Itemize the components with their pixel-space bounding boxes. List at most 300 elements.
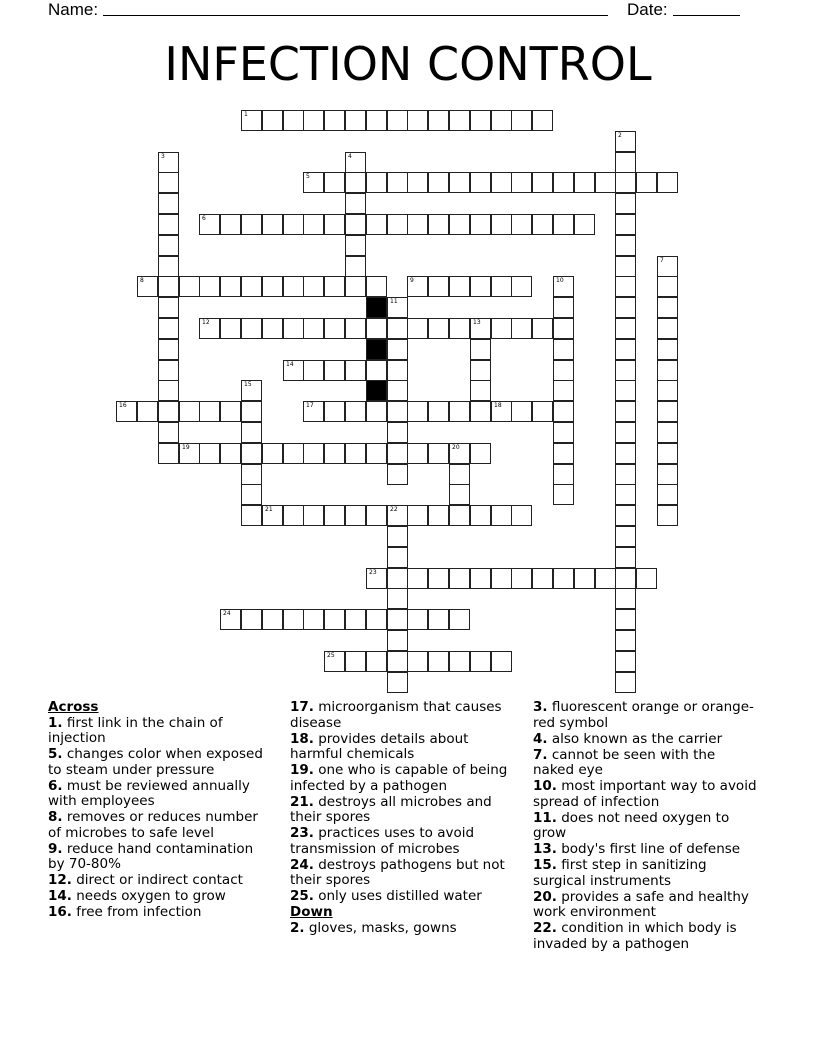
grid-cell[interactable]: [366, 318, 387, 339]
clue-number: 20: [452, 444, 460, 451]
grid-cell[interactable]: [303, 360, 324, 381]
grid-cell[interactable]: [387, 568, 408, 589]
grid-cell[interactable]: [532, 568, 553, 589]
grid-cell[interactable]: [241, 214, 262, 235]
grid-cell[interactable]: [158, 235, 179, 256]
grid-cell[interactable]: [262, 443, 283, 464]
clue-item-number: 21.: [290, 793, 314, 810]
grid-cell[interactable]: [657, 443, 678, 464]
clue-item: [290, 732, 515, 763]
grid-cell[interactable]: [324, 651, 345, 672]
grid-cell[interactable]: [387, 588, 408, 609]
grid-cell[interactable]: [657, 380, 678, 401]
grid-cell[interactable]: [470, 339, 491, 360]
grid-cell[interactable]: [220, 443, 241, 464]
grid-cell[interactable]: [636, 172, 657, 193]
grid-cell[interactable]: [158, 172, 179, 193]
clue-item-text: practices uses to avoid transmission of microbes: [290, 825, 475, 857]
grid-cell[interactable]: [324, 505, 345, 526]
grid-cell[interactable]: [407, 443, 428, 464]
grid-cell[interactable]: [615, 630, 636, 651]
grid-cell[interactable]: [179, 401, 200, 422]
grid-cell[interactable]: [324, 443, 345, 464]
grid-cell[interactable]: [179, 443, 200, 464]
grid-cell[interactable]: [615, 443, 636, 464]
grid-cell[interactable]: [345, 214, 366, 235]
grid-cell[interactable]: [220, 214, 241, 235]
clue-number: 22: [390, 506, 398, 513]
grid-cell[interactable]: [449, 484, 470, 505]
grid-cell[interactable]: [345, 505, 366, 526]
grid-cell[interactable]: [407, 172, 428, 193]
grid-cell[interactable]: [324, 318, 345, 339]
grid-cell[interactable]: [241, 318, 262, 339]
grid-cell[interactable]: [345, 235, 366, 256]
down-heading: Down: [290, 904, 333, 920]
grid-cell[interactable]: [615, 235, 636, 256]
grid-cell[interactable]: [449, 318, 470, 339]
grid-cell[interactable]: [283, 609, 304, 630]
grid-cell[interactable]: [491, 568, 512, 589]
grid-cell[interactable]: [241, 443, 262, 464]
grid-cell[interactable]: [324, 401, 345, 422]
grid-cell[interactable]: [387, 380, 408, 401]
grid-cell[interactable]: [303, 214, 324, 235]
grid-cell[interactable]: [262, 318, 283, 339]
grid-cell[interactable]: [158, 380, 179, 401]
grid-cell[interactable]: [470, 276, 491, 297]
grid-cell[interactable]: [657, 401, 678, 422]
clue-number: 21: [265, 506, 273, 513]
grid-cell[interactable]: [387, 401, 408, 422]
clue-item: [48, 905, 270, 921]
grid-cell[interactable]: [387, 110, 408, 131]
grid-cell[interactable]: [407, 276, 428, 297]
grid-cell[interactable]: [345, 152, 366, 173]
grid-cell[interactable]: [428, 651, 449, 672]
grid-cell[interactable]: [345, 651, 366, 672]
grid-cell[interactable]: [387, 339, 408, 360]
grid-cell[interactable]: [158, 152, 179, 173]
grid-cell[interactable]: [553, 172, 574, 193]
grid-cell[interactable]: [615, 214, 636, 235]
grid-cell[interactable]: [428, 110, 449, 131]
grid-cell[interactable]: [615, 318, 636, 339]
grid-cell[interactable]: [532, 318, 553, 339]
grid-cell[interactable]: [137, 276, 158, 297]
clue-item-text: direct or indirect contact: [71, 872, 243, 888]
grid-cell[interactable]: [366, 276, 387, 297]
grid-cell[interactable]: [470, 443, 491, 464]
grid-cell[interactable]: [449, 505, 470, 526]
grid-cell[interactable]: [158, 360, 179, 381]
clue-number: 3: [161, 153, 165, 160]
grid-cell[interactable]: [366, 651, 387, 672]
grid-cell[interactable]: [657, 276, 678, 297]
grid-cell[interactable]: [532, 110, 553, 131]
grid-cell[interactable]: [179, 276, 200, 297]
grid-cell[interactable]: [615, 651, 636, 672]
grid-cell[interactable]: [387, 464, 408, 485]
clue-item: [48, 716, 270, 747]
grid-cell[interactable]: [324, 172, 345, 193]
grid-cell[interactable]: [615, 297, 636, 318]
grid-cell[interactable]: [553, 443, 574, 464]
grid-cell[interactable]: [387, 318, 408, 339]
grid-cell[interactable]: [449, 651, 470, 672]
grid-cell[interactable]: [324, 360, 345, 381]
grid-cell[interactable]: [615, 422, 636, 443]
clue-item-number: 5.: [48, 746, 63, 762]
grid-cell[interactable]: [324, 609, 345, 630]
grid-cell[interactable]: [449, 172, 470, 193]
grid-cell[interactable]: [283, 443, 304, 464]
grid-cell[interactable]: [303, 172, 324, 193]
black-cell: [366, 297, 387, 318]
grid-cell[interactable]: [615, 672, 636, 693]
grid-cell[interactable]: [428, 214, 449, 235]
grid-cell[interactable]: [241, 110, 262, 131]
clue-item: [290, 795, 515, 826]
grid-cell[interactable]: [615, 464, 636, 485]
grid-cell[interactable]: [324, 214, 345, 235]
clue-item-number: 12.: [48, 872, 72, 888]
grid-cell[interactable]: [428, 276, 449, 297]
grid-cell[interactable]: [470, 380, 491, 401]
clue-item-text: reduce hand contamination by 70-80%: [48, 840, 254, 872]
grid-cell[interactable]: [553, 297, 574, 318]
grid-cell[interactable]: [199, 443, 220, 464]
grid-cell[interactable]: [553, 568, 574, 589]
clue-item-number: 2.: [290, 919, 305, 936]
grid-cell[interactable]: [220, 401, 241, 422]
grid-cell[interactable]: [657, 318, 678, 339]
grid-cell[interactable]: [553, 422, 574, 443]
grid-cell[interactable]: [137, 401, 158, 422]
grid-cell[interactable]: [511, 110, 532, 131]
grid-cell[interactable]: [615, 484, 636, 505]
grid-cell[interactable]: [199, 276, 220, 297]
grid-cell[interactable]: [345, 318, 366, 339]
grid-cell[interactable]: [158, 214, 179, 235]
grid-cell[interactable]: [158, 297, 179, 318]
grid-cell[interactable]: [303, 609, 324, 630]
grid-cell[interactable]: [283, 214, 304, 235]
grid-cell[interactable]: [283, 110, 304, 131]
grid-cell[interactable]: [470, 110, 491, 131]
grid-cell[interactable]: [262, 609, 283, 630]
grid-cell[interactable]: [283, 360, 304, 381]
grid-cell[interactable]: [241, 505, 262, 526]
grid-cell[interactable]: [303, 276, 324, 297]
grid-cell[interactable]: [387, 172, 408, 193]
grid-cell[interactable]: [657, 297, 678, 318]
black-cell: [366, 339, 387, 360]
clue-number: 4: [348, 153, 352, 160]
grid-cell[interactable]: [158, 401, 179, 422]
grid-cell[interactable]: [345, 360, 366, 381]
down-list-continued: [533, 700, 758, 952]
grid-cell[interactable]: [615, 380, 636, 401]
grid-cell[interactable]: [615, 256, 636, 277]
clue-item: [533, 700, 758, 731]
clue-number: 2: [618, 132, 622, 139]
grid-cell[interactable]: [199, 318, 220, 339]
grid-cell[interactable]: [345, 110, 366, 131]
grid-cell[interactable]: [553, 484, 574, 505]
grid-cell[interactable]: [553, 214, 574, 235]
grid-cell[interactable]: [366, 609, 387, 630]
grid-cell[interactable]: [511, 172, 532, 193]
grid-cell[interactable]: [449, 443, 470, 464]
clue-item-number: 10.: [533, 778, 557, 794]
grid-cell[interactable]: [345, 443, 366, 464]
clue-number: 23: [369, 569, 377, 576]
grid-cell[interactable]: [491, 172, 512, 193]
grid-cell[interactable]: [262, 214, 283, 235]
grid-cell[interactable]: [407, 214, 428, 235]
grid-cell[interactable]: [532, 401, 553, 422]
grid-cell[interactable]: [158, 318, 179, 339]
grid-cell[interactable]: [553, 464, 574, 485]
grid-cell[interactable]: [553, 339, 574, 360]
grid-cell[interactable]: [553, 360, 574, 381]
clue-item-number: 3.: [533, 699, 548, 715]
grid-cell[interactable]: [220, 276, 241, 297]
grid-cell[interactable]: [366, 505, 387, 526]
grid-cell[interactable]: [615, 568, 636, 589]
grid-cell[interactable]: [615, 339, 636, 360]
grid-cell[interactable]: [241, 276, 262, 297]
grid-cell[interactable]: [262, 505, 283, 526]
grid-cell[interactable]: [366, 443, 387, 464]
grid-cell[interactable]: [407, 505, 428, 526]
grid-cell[interactable]: [366, 360, 387, 381]
clue-item: [48, 779, 270, 810]
grid-cell[interactable]: [428, 505, 449, 526]
grid-cell[interactable]: [345, 401, 366, 422]
grid-cell[interactable]: [407, 651, 428, 672]
grid-cell[interactable]: [158, 422, 179, 443]
grid-cell[interactable]: [449, 401, 470, 422]
grid-cell[interactable]: [615, 609, 636, 630]
grid-cell[interactable]: [241, 401, 262, 422]
clue-item: [533, 748, 758, 779]
clue-item: [48, 810, 270, 841]
grid-cell[interactable]: [657, 422, 678, 443]
grid-cell[interactable]: [387, 214, 408, 235]
grid-cell[interactable]: [470, 651, 491, 672]
grid-cell[interactable]: [657, 339, 678, 360]
grid-cell[interactable]: [615, 152, 636, 173]
grid-cell[interactable]: [511, 568, 532, 589]
grid-cell[interactable]: [449, 276, 470, 297]
grid-cell[interactable]: [615, 276, 636, 297]
grid-cell[interactable]: [158, 276, 179, 297]
grid-cell[interactable]: [470, 318, 491, 339]
grid-cell[interactable]: [511, 505, 532, 526]
grid-cell[interactable]: [657, 484, 678, 505]
grid-cell[interactable]: [283, 276, 304, 297]
grid-cell[interactable]: [657, 464, 678, 485]
grid-cell[interactable]: [615, 360, 636, 381]
clue-item-text: also known as the carrier: [547, 730, 723, 747]
grid-cell[interactable]: [470, 401, 491, 422]
grid-cell[interactable]: [387, 297, 408, 318]
grid-cell[interactable]: [158, 193, 179, 214]
grid-cell[interactable]: [428, 172, 449, 193]
grid-cell[interactable]: [615, 131, 636, 152]
grid-cell[interactable]: [407, 318, 428, 339]
grid-cell[interactable]: [387, 526, 408, 547]
grid-cell[interactable]: [407, 568, 428, 589]
grid-cell[interactable]: [387, 360, 408, 381]
grid-cell[interactable]: [428, 609, 449, 630]
grid-cell[interactable]: [636, 568, 657, 589]
grid-cell[interactable]: [470, 360, 491, 381]
grid-cell[interactable]: [532, 214, 553, 235]
grid-cell[interactable]: [615, 505, 636, 526]
grid-cell[interactable]: [303, 443, 324, 464]
grid-cell[interactable]: [491, 214, 512, 235]
clue-item: [48, 889, 270, 905]
grid-cell[interactable]: [116, 401, 137, 422]
grid-cell[interactable]: [553, 318, 574, 339]
grid-cell[interactable]: [491, 401, 512, 422]
clue-item-number: 23.: [290, 825, 314, 841]
grid-cell[interactable]: [241, 380, 262, 401]
grid-cell[interactable]: [199, 401, 220, 422]
grid-cell[interactable]: [241, 484, 262, 505]
grid-cell[interactable]: [407, 401, 428, 422]
grid-cell[interactable]: [449, 110, 470, 131]
grid-cell[interactable]: [553, 276, 574, 297]
grid-cell[interactable]: [574, 214, 595, 235]
grid-cell[interactable]: [303, 505, 324, 526]
grid-cell[interactable]: [324, 276, 345, 297]
grid-cell[interactable]: [345, 256, 366, 277]
grid-cell[interactable]: [449, 214, 470, 235]
grid-cell[interactable]: [595, 172, 616, 193]
grid-cell[interactable]: [553, 380, 574, 401]
grid-cell[interactable]: [428, 401, 449, 422]
grid-cell[interactable]: [387, 443, 408, 464]
grid-cell[interactable]: [470, 568, 491, 589]
grid-cell[interactable]: [511, 401, 532, 422]
grid-cell[interactable]: [470, 505, 491, 526]
grid-cell[interactable]: [491, 505, 512, 526]
grid-cell[interactable]: [387, 672, 408, 693]
grid-cell[interactable]: [615, 547, 636, 568]
grid-cell[interactable]: [387, 651, 408, 672]
grid-cell[interactable]: [657, 172, 678, 193]
grid-cell[interactable]: [449, 609, 470, 630]
clue-number: 1: [244, 111, 248, 118]
clue-item-text: microorganism that causes disease: [290, 699, 502, 731]
grid-cell[interactable]: [470, 214, 491, 235]
grid-cell[interactable]: [262, 110, 283, 131]
grid-cell[interactable]: [366, 401, 387, 422]
grid-cell[interactable]: [345, 276, 366, 297]
grid-cell[interactable]: [615, 172, 636, 193]
grid-cell[interactable]: [511, 276, 532, 297]
grid-cell[interactable]: [158, 443, 179, 464]
grid-cell[interactable]: [345, 609, 366, 630]
grid-cell[interactable]: [449, 568, 470, 589]
grid-cell[interactable]: [324, 110, 345, 131]
grid-cell[interactable]: [283, 505, 304, 526]
grid-cell[interactable]: [366, 214, 387, 235]
grid-cell[interactable]: [407, 110, 428, 131]
grid-cell[interactable]: [657, 505, 678, 526]
grid-cell[interactable]: [532, 172, 553, 193]
grid-cell[interactable]: [657, 256, 678, 277]
grid-cell[interactable]: [615, 588, 636, 609]
grid-cell[interactable]: [241, 422, 262, 443]
grid-cell[interactable]: [511, 318, 532, 339]
clue-item-number: 4.: [533, 730, 548, 747]
grid-cell[interactable]: [491, 110, 512, 131]
grid-cell[interactable]: [615, 193, 636, 214]
grid-cell[interactable]: [387, 422, 408, 443]
grid-cell[interactable]: [574, 172, 595, 193]
grid-cell[interactable]: [553, 401, 574, 422]
grid-cell[interactable]: [220, 609, 241, 630]
clue-item-text: cannot be seen with the naked eye: [533, 746, 716, 778]
grid-cell[interactable]: [428, 443, 449, 464]
grid-cell[interactable]: [428, 568, 449, 589]
grid-cell[interactable]: [491, 276, 512, 297]
grid-cell[interactable]: [303, 318, 324, 339]
grid-cell[interactable]: [491, 318, 512, 339]
grid-cell[interactable]: [615, 526, 636, 547]
grid-cell[interactable]: [345, 193, 366, 214]
grid-cell[interactable]: [366, 568, 387, 589]
grid-cell[interactable]: [428, 318, 449, 339]
grid-cell[interactable]: [199, 214, 220, 235]
grid-cell[interactable]: [345, 172, 366, 193]
grid-cell[interactable]: [511, 214, 532, 235]
clue-item-number: 6.: [48, 777, 63, 794]
grid-cell[interactable]: [303, 110, 324, 131]
grid-cell[interactable]: [449, 464, 470, 485]
grid-cell[interactable]: [241, 609, 262, 630]
grid-cell[interactable]: [574, 568, 595, 589]
grid-cell[interactable]: [407, 609, 428, 630]
grid-cell[interactable]: [366, 110, 387, 131]
grid-cell[interactable]: [470, 172, 491, 193]
grid-cell[interactable]: [657, 360, 678, 381]
clue-item: [290, 826, 515, 857]
grid-cell[interactable]: [158, 256, 179, 277]
grid-cell[interactable]: [283, 318, 304, 339]
grid-cell[interactable]: [491, 651, 512, 672]
grid-cell[interactable]: [241, 464, 262, 485]
grid-cell[interactable]: [303, 401, 324, 422]
grid-cell[interactable]: [220, 318, 241, 339]
grid-cell[interactable]: [595, 568, 616, 589]
clue-item-text: provides a safe and healthy work environment: [533, 888, 749, 920]
grid-cell[interactable]: [387, 505, 408, 526]
grid-cell[interactable]: [158, 339, 179, 360]
grid-cell[interactable]: [387, 547, 408, 568]
grid-cell[interactable]: [366, 172, 387, 193]
grid-cell[interactable]: [387, 630, 408, 651]
grid-cell[interactable]: [262, 276, 283, 297]
clue-item-number: 11.: [533, 809, 557, 826]
grid-cell[interactable]: [387, 609, 408, 630]
grid-cell[interactable]: [615, 401, 636, 422]
